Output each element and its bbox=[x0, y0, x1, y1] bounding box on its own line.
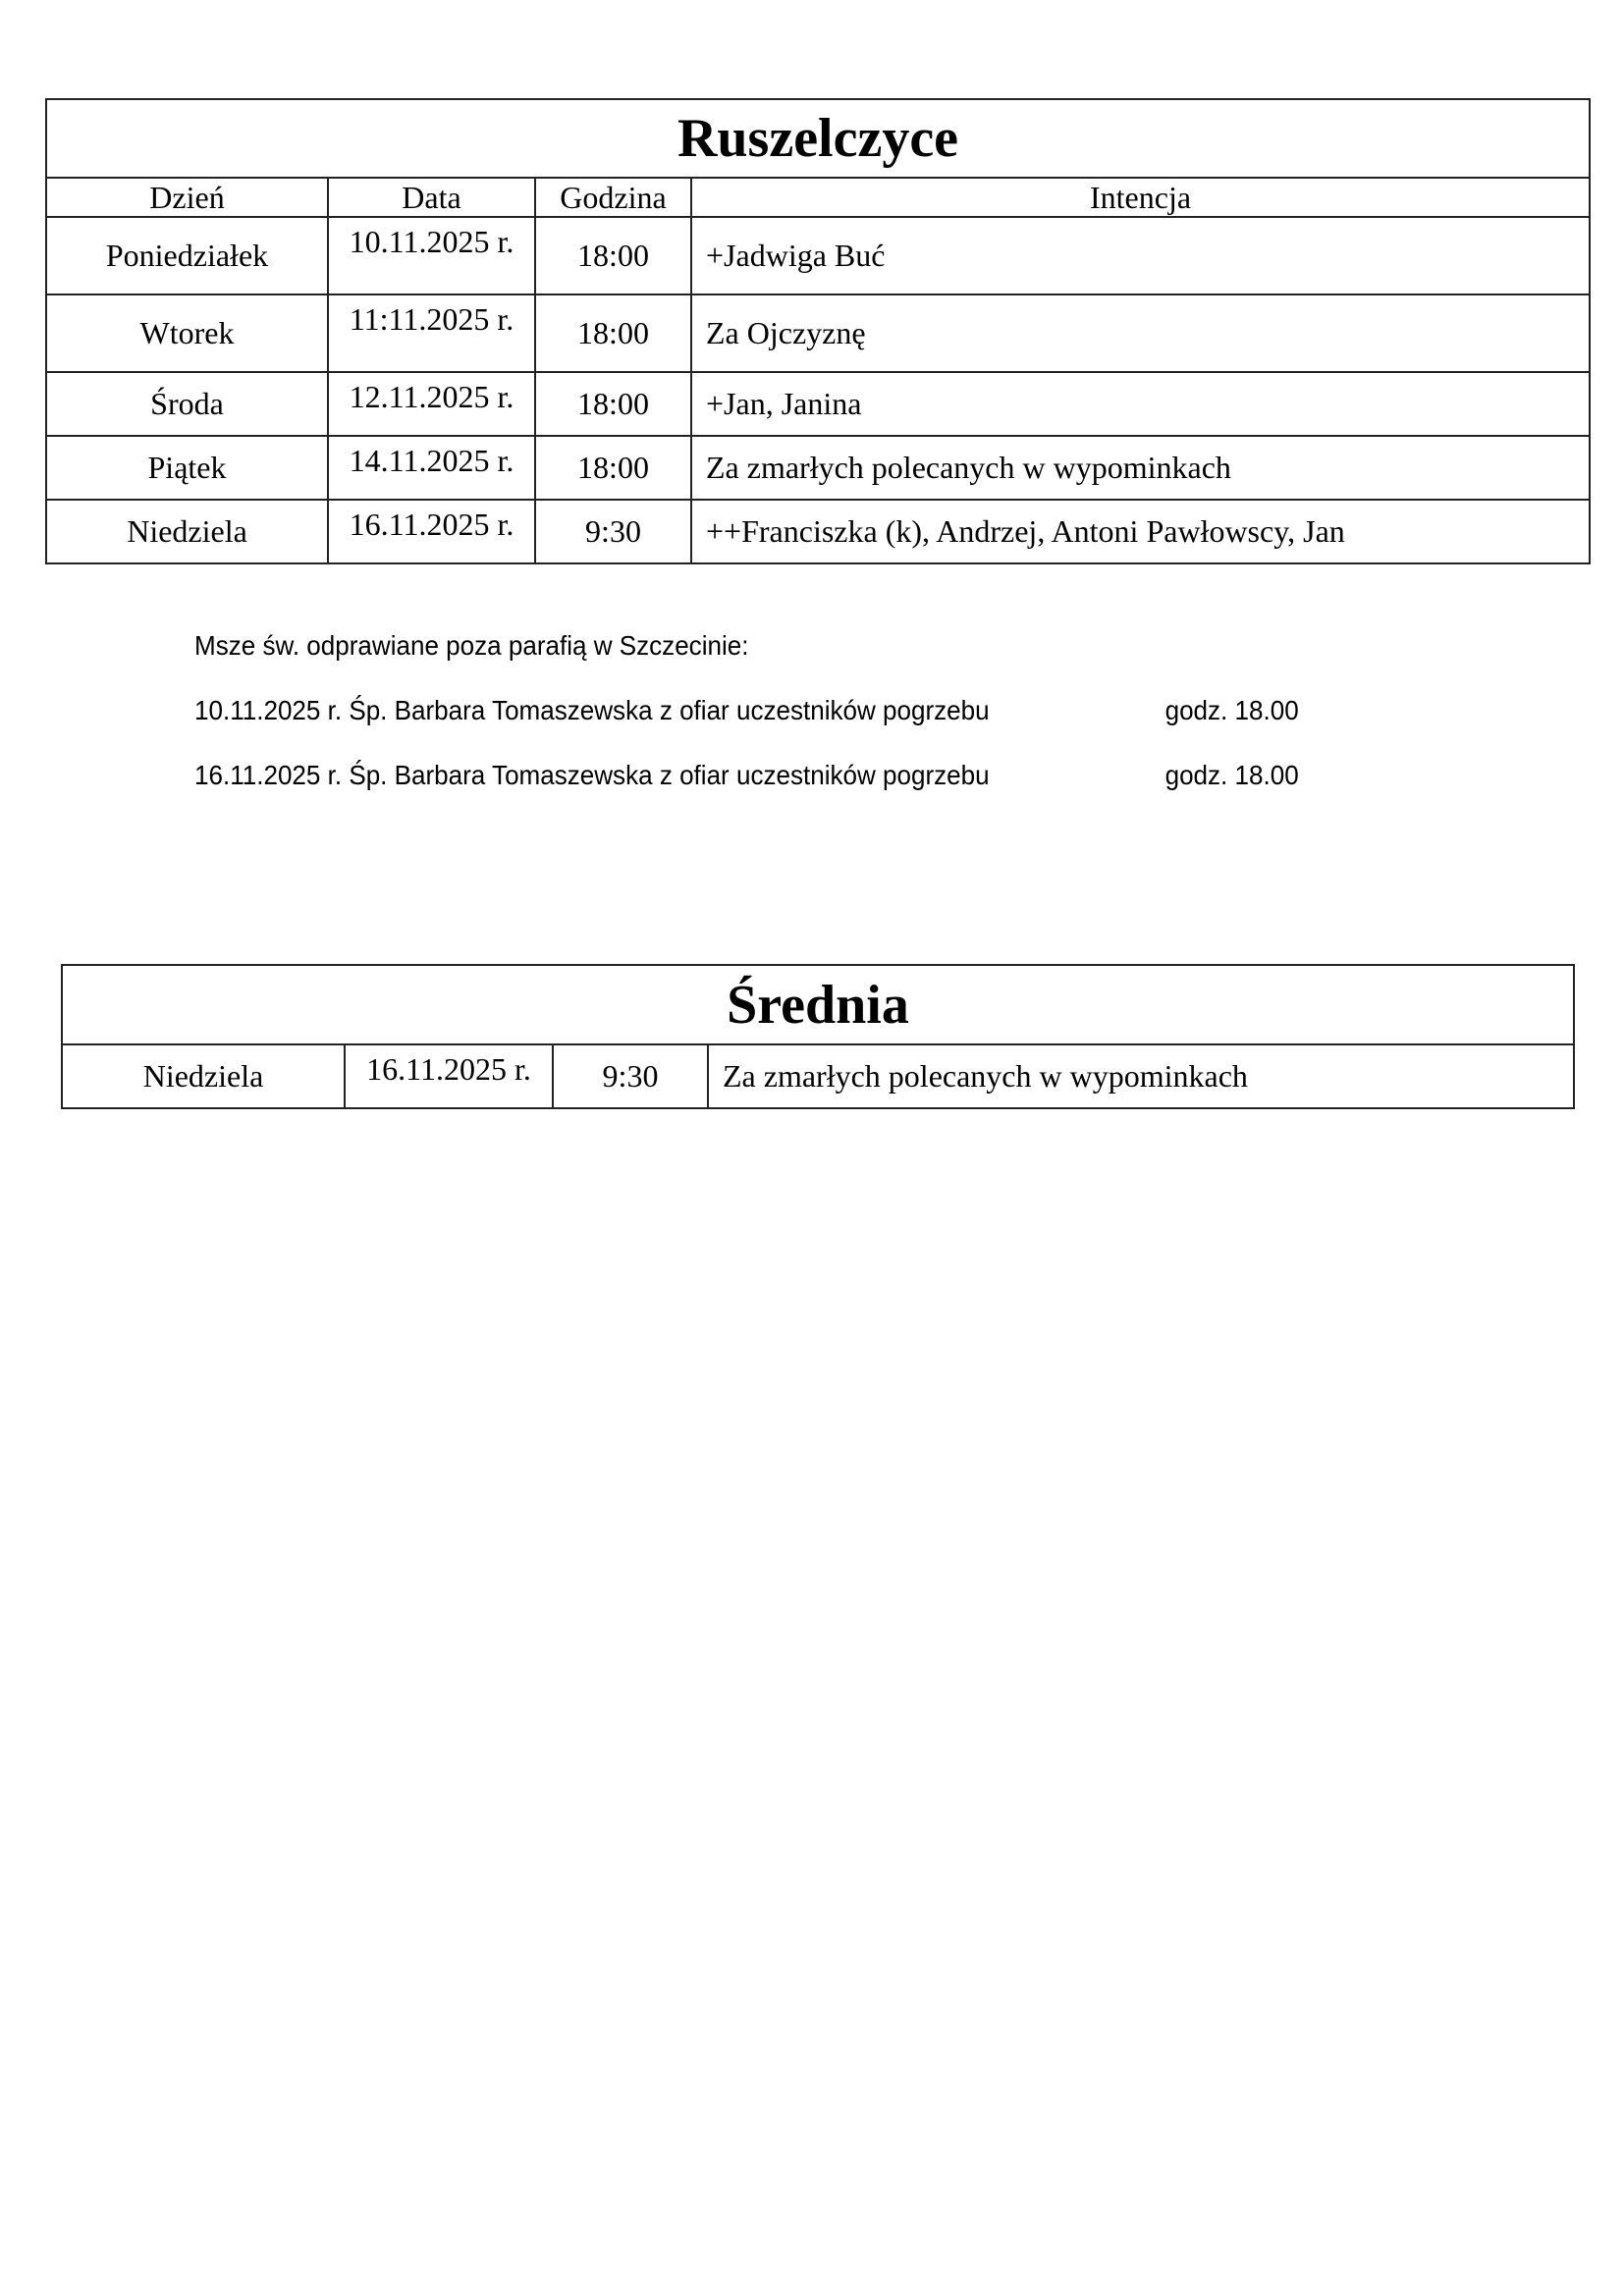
cell-intention: +Jan, Janina bbox=[691, 372, 1590, 436]
header-intention: Intencja bbox=[691, 178, 1590, 217]
cell-intention: Za Ojczyznę bbox=[691, 294, 1590, 372]
note-time: godz. 18.00 bbox=[1164, 760, 1299, 790]
note-item bbox=[194, 695, 1299, 726]
cell-time: 9:30 bbox=[535, 500, 691, 563]
cell-time: 18:00 bbox=[535, 294, 691, 372]
cell-date: 14.11.2025 r. bbox=[328, 436, 535, 500]
table-row bbox=[46, 372, 1590, 436]
srednia-table bbox=[61, 964, 1575, 1109]
table-row bbox=[46, 436, 1590, 500]
table-title: Średnia bbox=[62, 965, 1574, 1044]
cell-date: 11:11.2025 r. bbox=[328, 294, 535, 372]
cell-day: Poniedziałek bbox=[46, 217, 328, 294]
cell-date: 16.11.2025 r. bbox=[328, 500, 535, 563]
header-time: Godzina bbox=[535, 178, 691, 217]
cell-intention: Za zmarłych polecanych w wypominkach bbox=[708, 1044, 1574, 1108]
cell-date: 16.11.2025 r. bbox=[345, 1044, 553, 1108]
table-title: Ruszelczyce bbox=[46, 99, 1590, 178]
ruszelczyce-table bbox=[45, 98, 1591, 564]
table-row bbox=[46, 217, 1590, 294]
notes-heading: Msze św. odprawiane poza parafią w Szczecinie: bbox=[194, 630, 749, 661]
header-date: Data bbox=[328, 178, 535, 217]
table-row bbox=[46, 294, 1590, 372]
note-time: godz. 18.00 bbox=[1164, 695, 1299, 725]
cell-time: 18:00 bbox=[535, 217, 691, 294]
header-row bbox=[46, 178, 1590, 217]
note-text: 10.11.2025 r. Śp. Barbara Tomaszewska z ofiar uczestników pogrzebu bbox=[194, 695, 990, 725]
cell-day: Niedziela bbox=[62, 1044, 345, 1108]
cell-day: Niedziela bbox=[46, 500, 328, 563]
cell-time: 9:30 bbox=[553, 1044, 708, 1108]
cell-day: Piątek bbox=[46, 436, 328, 500]
table-row bbox=[62, 1044, 1574, 1108]
note-item bbox=[194, 760, 1299, 791]
cell-intention: Za zmarłych polecanych w wypominkach bbox=[691, 436, 1590, 500]
cell-time: 18:00 bbox=[535, 436, 691, 500]
header-day: Dzień bbox=[46, 178, 328, 217]
cell-intention: ++Franciszka (k), Andrzej, Antoni Pawłowscy, Jan bbox=[691, 500, 1590, 563]
cell-time: 18:00 bbox=[535, 372, 691, 436]
table-row bbox=[46, 500, 1590, 563]
cell-date: 12.11.2025 r. bbox=[328, 372, 535, 436]
note-text: 16.11.2025 r. Śp. Barbara Tomaszewska z ofiar uczestników pogrzebu bbox=[194, 760, 990, 790]
cell-date: 10.11.2025 r. bbox=[328, 217, 535, 294]
cell-day: Środa bbox=[46, 372, 328, 436]
cell-intention: +Jadwiga Buć bbox=[691, 217, 1590, 294]
cell-day: Wtorek bbox=[46, 294, 328, 372]
